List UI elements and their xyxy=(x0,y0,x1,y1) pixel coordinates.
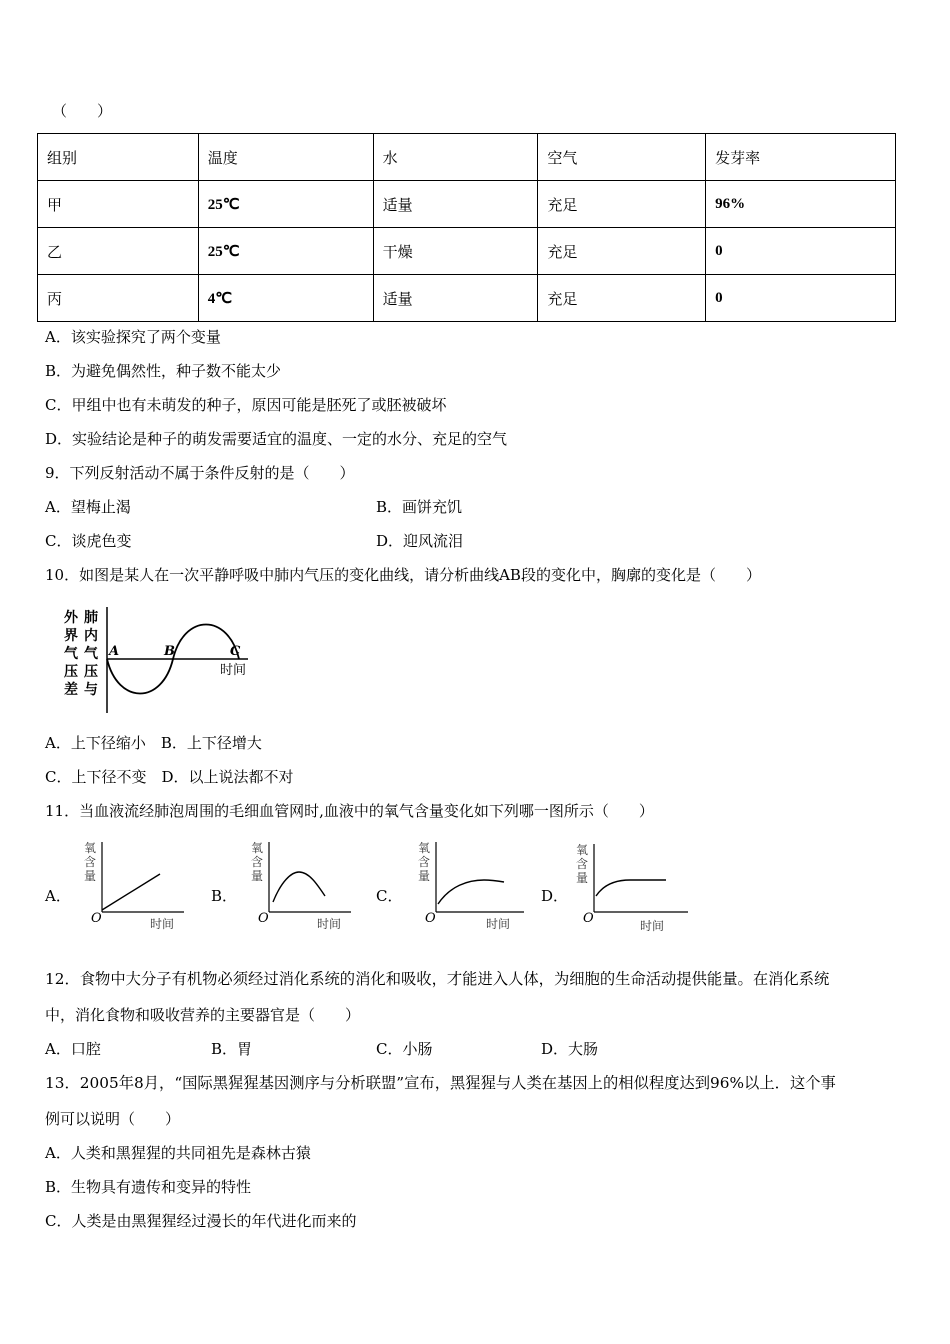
graph-curve xyxy=(102,874,160,910)
graph-ylabel-char: 氧 xyxy=(84,841,97,855)
table-cell: 0 xyxy=(706,275,896,322)
q12-option-b: B．胃 xyxy=(211,1040,253,1058)
q9-option-d: D．迎风流泪 xyxy=(376,532,464,550)
pressure-curve-figure xyxy=(60,605,260,715)
ylabel-left-char: 气 xyxy=(64,646,78,662)
graph-ylabel-char: 量 xyxy=(84,869,97,883)
q13-option-a: A．人类和黑猩猩的共同祖先是森林古猿 xyxy=(45,1144,311,1162)
graph-a xyxy=(78,836,198,936)
table-header-cell: 温度 xyxy=(198,134,373,181)
graph-b xyxy=(245,836,365,936)
q12-stem-line2: 中，消化食物和吸收营养的主要器官是（ ） xyxy=(45,1006,361,1024)
ylabel-left-char: 差 xyxy=(64,682,78,698)
graph-origin: O xyxy=(91,911,102,926)
q9-option-a: A．望梅止渴 xyxy=(45,498,131,516)
q8-bracket: （ ） xyxy=(52,102,113,120)
table-cell: 25℃ xyxy=(198,181,373,228)
table-cell: 充足 xyxy=(538,181,706,228)
q13-stem-line1: 13．2005年8月，“国际黑猩猩基因测序与分析联盟”宣布，黑猩猩与人类在基因上的相似程度达到96%以上．这个事 xyxy=(45,1074,836,1092)
ylabel-left-char: 界 xyxy=(64,628,78,644)
q10-stem: 10．如图是某人在一次平静呼吸中肺内气压的变化曲线，请分析曲线AB段的变化中，胸廓的变化是（ ） xyxy=(45,566,761,584)
table-row xyxy=(38,181,896,228)
ylabel-right-char: 气 xyxy=(84,646,98,662)
q11-label-d: D． xyxy=(541,887,569,905)
table-cell: 充足 xyxy=(538,275,706,322)
table-header-cell: 发芽率 xyxy=(706,134,896,181)
q13-option-b: B．生物具有遗传和变异的特性 xyxy=(45,1178,252,1196)
q9-option-b: B．画饼充饥 xyxy=(376,498,463,516)
q12-stem-line1: 12．食物中大分子有机物必须经过消化系统的消化和吸收，才能进入人体，为细胞的生命活动提供能量。在消化系统 xyxy=(45,970,830,988)
table-cell: 干燥 xyxy=(373,228,538,275)
graph-ylabel-char: 量 xyxy=(251,869,264,883)
table-row xyxy=(38,275,896,322)
point-c-label: C xyxy=(230,644,241,659)
graph-origin: O xyxy=(425,911,436,926)
q8-option-a: A．该实验探究了两个变量 xyxy=(45,328,221,346)
ylabel-right-char: 内 xyxy=(84,628,98,644)
x-axis-label: 时间 xyxy=(220,663,247,678)
graph-ylabel-char: 含 xyxy=(84,855,97,869)
graph-ylabel-char: 氧 xyxy=(418,841,431,855)
ylabel-right-char: 压 xyxy=(84,664,98,680)
graph-ylabel-char: 量 xyxy=(418,869,431,883)
graph-curve xyxy=(438,880,504,904)
q12-option-c: C．小肠 xyxy=(376,1040,433,1058)
graph-curve xyxy=(596,880,666,896)
table-cell: 4℃ xyxy=(198,275,373,322)
table-cell: 甲 xyxy=(38,181,199,228)
point-a-label: A xyxy=(109,644,120,659)
q8-option-d: D．实验结论是种子的萌发需要适宜的温度、一定的水分、充足的空气 xyxy=(45,430,508,448)
table-cell: 适量 xyxy=(373,181,538,228)
q11-label-a: A． xyxy=(45,887,71,905)
ylabel-right-char: 肺 xyxy=(84,610,98,626)
q13-stem-line2: 例可以说明（ ） xyxy=(45,1110,181,1128)
graph-ylabel-char: 氧 xyxy=(251,841,264,855)
q13-option-c: C．人类是由黑猩猩经过漫长的年代进化而来的 xyxy=(45,1212,357,1230)
q10-options-line2: C．上下径不变 D．以上说法都不对 xyxy=(45,768,294,786)
graph-xlabel: 时间 xyxy=(486,917,511,931)
graph-ylabel-char: 含 xyxy=(418,855,431,869)
q8-option-c: C．甲组中也有未萌发的种子，原因可能是胚死了或胚被破坏 xyxy=(45,396,447,414)
table-cell: 充足 xyxy=(538,228,706,275)
graph-ylabel-char: 含 xyxy=(576,857,589,871)
graph-origin: O xyxy=(583,911,594,926)
q11-label-c: C． xyxy=(376,887,403,905)
graph-origin: O xyxy=(258,911,269,926)
table-header-cell: 水 xyxy=(373,134,538,181)
ylabel-right-char: 与 xyxy=(84,682,98,698)
graph-xlabel: 时间 xyxy=(150,917,175,931)
table-cell: 96% xyxy=(706,181,896,228)
table-header-cell: 组别 xyxy=(38,134,199,181)
table-header-row xyxy=(38,134,896,181)
ylabel-left-char: 外 xyxy=(64,610,78,626)
q12-option-a: A．口腔 xyxy=(45,1040,101,1058)
graph-xlabel: 时间 xyxy=(317,917,342,931)
q9-option-c: C．谈虎色变 xyxy=(45,532,132,550)
graph-ylabel-char: 量 xyxy=(576,871,589,885)
graph-c xyxy=(412,836,537,936)
table-cell: 乙 xyxy=(38,228,199,275)
table-cell: 0 xyxy=(706,228,896,275)
ylabel-left-char: 压 xyxy=(64,664,78,680)
graph-ylabel-char: 含 xyxy=(251,855,264,869)
graph-d xyxy=(570,838,700,938)
q12-option-d: D．大肠 xyxy=(541,1040,599,1058)
q9-stem: 9．下列反射活动不属于条件反射的是（ ） xyxy=(45,464,355,482)
table-cell: 适量 xyxy=(373,275,538,322)
graph-curve xyxy=(273,872,325,902)
q8-option-b: B．为避免偶然性，种子数不能太少 xyxy=(45,362,282,380)
graph-ylabel-char: 氧 xyxy=(576,843,589,857)
table-row xyxy=(38,228,896,275)
table-cell: 丙 xyxy=(38,275,199,322)
table-header-cell: 空气 xyxy=(538,134,706,181)
point-b-label: B xyxy=(164,644,175,659)
q11-label-b: B． xyxy=(211,887,238,905)
germination-table xyxy=(37,133,896,322)
table-cell: 25℃ xyxy=(198,228,373,275)
graph-xlabel: 时间 xyxy=(640,919,665,933)
q10-options-line1: A．上下径缩小 B．上下径增大 xyxy=(45,734,262,752)
q11-stem: 11．当血液流经肺泡周围的毛细血管网时,血液中的氧气含量变化如下列哪一图所示（ ） xyxy=(45,802,654,820)
